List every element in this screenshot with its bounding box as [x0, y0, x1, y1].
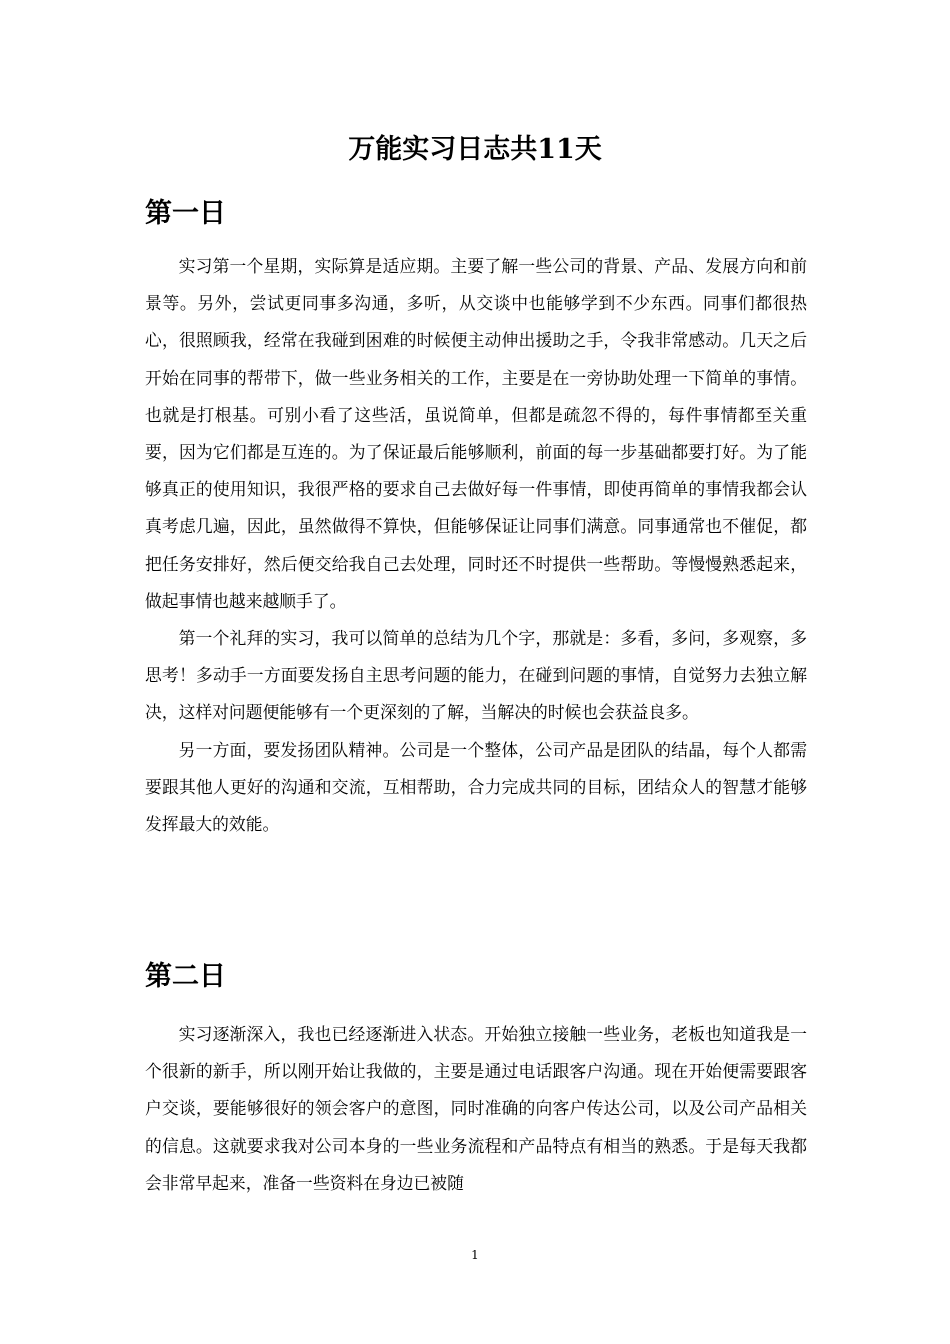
paragraph: 实习逐渐深入，我也已经逐渐进入状态。开始独立接触一些业务，老板也知道我是一个很新的新手，所以刚开始让我做的，主要是通过电话跟客户沟通。现在开始便需要跟客户交谈，要能够很好的领会客户的意图，同时准确的向客户传达公司，以及公司产品相关的信息。这就要求我对公司本身的一些业务流程和产品特点有相当的熟悉。于是每天我都会非常早起来，准备一些资料在身边已被随: [145, 1024, 807, 1193]
section-heading-day-2: 第二日: [145, 961, 226, 992]
paragraph: 实习第一个星期，实际算是适应期。主要了解一些公司的背景、产品、发展方向和前景等。另外，尝试更同事多沟通，多听，从交谈中也能够学到不少东西。同事们都很热心，很照顾我，经常在我碰到困难的时候便主动伸出援助之手，令我非常感动。几天之后开始在同事的帮带下，做一些业务相关的工作，主要是在一旁协助处理一下简单的事情。也就是打根基。可别小看了这些活，虽说简单，但都是疏忽不得的，每件事情都至关重要，因为它们都是互连的。为了保证最后能够顺利，前面的每一步基础都要打好。为了能够真正的使用知识，我很严格的要求自己去做好每一件事情，即使再简单的事情我都会认真考虑几遍，因此，虽然做得不算快，但能够保证让同事们满意。同事通常也不催促，都把任务安排好，然后便交给我自己去处理，同时还不时提供一些帮助。等慢慢熟悉起来，做起事情也越来越顺手了。: [145, 256, 807, 611]
section-body-day-1: [145, 248, 807, 843]
page-number: 1: [471, 1248, 479, 1262]
paragraph: 第一个礼拜的实习，我可以简单的总结为几个字，那就是：多看，多问，多观察，多思考！多动手一方面要发扬自主思考问题的能力，在碰到问题的事情，自觉努力去独立解决，这样对问题便能够有一个更深刻的了解，当解决的时候也会获益良多。: [145, 628, 807, 723]
section-heading-day-1: 第一日: [145, 198, 226, 229]
paragraph: 另一方面，要发扬团队精神。公司是一个整体，公司产品是团队的结晶，每个人都需要跟其他人更好的沟通和交流，互相帮助，合力完成共同的目标，团结众人的智慧才能够发挥最大的效能。: [145, 739, 807, 835]
section-body-day-2: [145, 1016, 807, 1202]
document-title: 万能实习日志共11天: [348, 134, 602, 165]
